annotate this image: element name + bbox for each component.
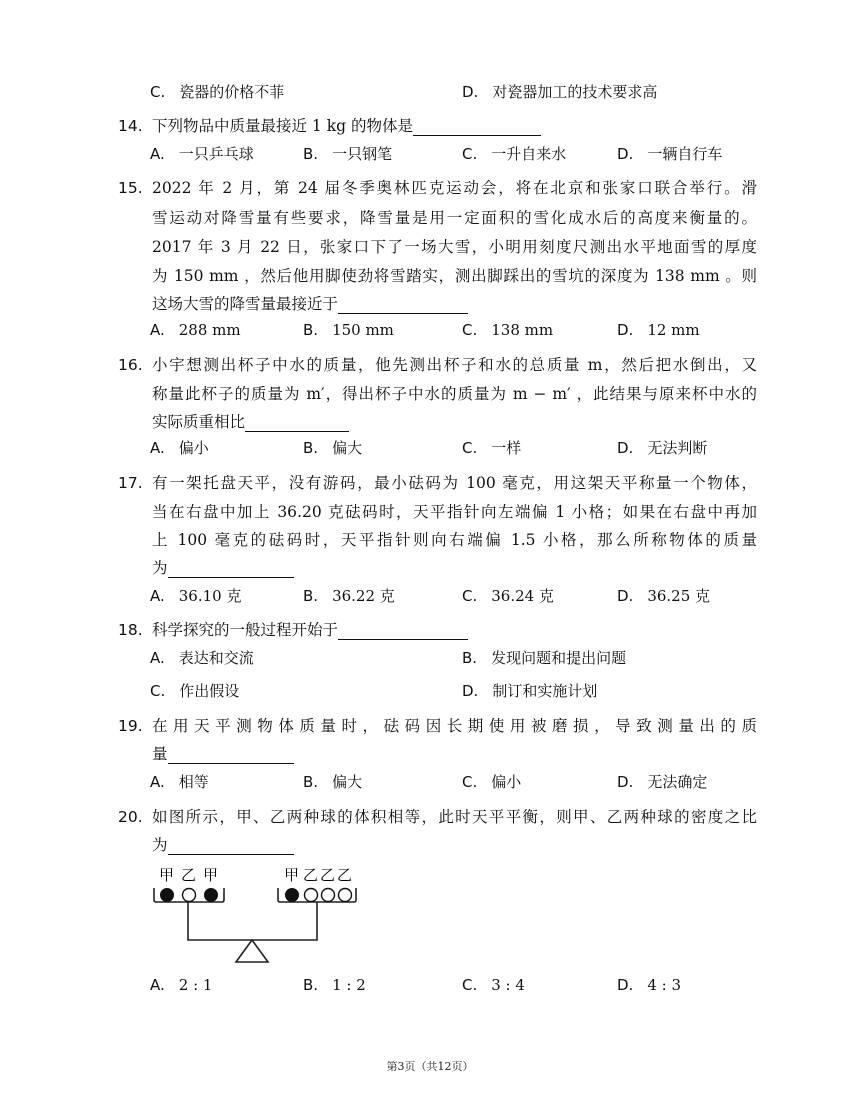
q16-option-b[interactable]: B. 偏大 — [303, 439, 363, 457]
q17-option-b[interactable]: B. 36.22 克 — [303, 587, 395, 605]
q16-answer-blank[interactable] — [245, 415, 349, 432]
balance-diagram — [148, 862, 370, 968]
q18-option-b[interactable]: B. 发现问题和提出问题 — [462, 649, 627, 667]
q17-line-3: 上 100 毫克的砝码时，天平指针则向右端偏 1.5 小格，那么所称物体的质量 — [152, 531, 757, 549]
q14-option-d[interactable]: D. 一辆自行车 — [617, 145, 723, 163]
q15-line-5: 这场大雪的降雪量最接近于 — [152, 294, 468, 314]
q17-option-a[interactable]: A. 36.10 克 — [150, 587, 242, 605]
jia-ball — [205, 889, 218, 902]
q15-line-3: 2017 年 3 月 22 日，张家口下了一场大雪，小明用刻度尺测出水平地面雪的厚度 — [152, 238, 757, 256]
q19-option-a[interactable]: A. 相等 — [150, 773, 209, 791]
q17-line-1: 有一架托盘天平，没有游码，最小砝码为 100 毫克，用这架天平称量一个物体， — [152, 474, 757, 492]
q16-line-2: 称量此杯子的质量为 m′，得出杯子中水的质量为 m − m′ ，此结果与原来杯中水的 — [152, 385, 757, 403]
page-footer: 第3页（共12页） — [386, 1060, 474, 1073]
jia-ball — [286, 889, 299, 902]
q15-option-a[interactable]: A. 288 mm — [150, 321, 241, 339]
q17-option-c[interactable]: C. 36.24 克 — [462, 587, 554, 605]
q14-option-b[interactable]: B. 一只钢笔 — [303, 145, 393, 163]
q17-answer-blank[interactable] — [168, 561, 294, 578]
q16-option-c[interactable]: C. 一样 — [462, 439, 522, 457]
q16-line-1: 小宇想测出杯子中水的质量，他先测出杯子和水的总质量 m，然后把水倒出，又 — [152, 356, 757, 374]
q15-line-2: 雪运动对降雪量有些要求，降雪量是用一定面积的雪化成水后的高度来衡量的。 — [152, 209, 757, 227]
q13-option-c[interactable]: C. 瓷器的价格不菲 — [150, 83, 285, 101]
q16-line-3: 实际质重相比 — [152, 412, 349, 432]
label-left-3: 甲 — [203, 866, 219, 884]
q15-line-4: 为 150 mm ，然后他用脚使劲将雪踏实，测出脚踩出的雪坑的深度为 138 mm 。则 — [152, 267, 757, 285]
q15-option-d[interactable]: D. 12 mm — [617, 321, 700, 339]
q17-option-d[interactable]: D. 36.25 克 — [617, 587, 711, 605]
yi-ball — [183, 889, 196, 902]
q18-option-a[interactable]: A. 表达和交流 — [150, 649, 254, 667]
q17-line-4: 为 — [152, 558, 294, 578]
q18-answer-blank[interactable] — [338, 623, 468, 640]
q19-option-c[interactable]: C. 偏小 — [462, 773, 522, 791]
q15-option-c[interactable]: C. 138 mm — [462, 321, 554, 339]
yi-ball — [339, 889, 352, 902]
q16-number: 16. — [118, 356, 143, 374]
q20-option-c[interactable]: C. 3 : 4 — [462, 976, 525, 994]
label-left-2: 乙 — [181, 866, 197, 884]
q20-line-2: 为 — [152, 835, 294, 855]
label-right-3: 乙 — [320, 866, 336, 884]
yi-ball — [305, 889, 318, 902]
q15-answer-blank[interactable] — [338, 297, 468, 314]
fulcrum-triangle — [236, 940, 268, 962]
q20-line-1: 如图所示，甲、乙两种球的体积相等，此时天平平衡，则甲、乙两种球的密度之比 — [152, 808, 757, 826]
q20-answer-blank[interactable] — [168, 838, 294, 855]
q19-answer-blank[interactable] — [168, 747, 294, 764]
q18-option-d[interactable]: D. 制订和实施计划 — [462, 682, 598, 700]
q20-option-a[interactable]: A. 2 : 1 — [150, 976, 213, 994]
q14-option-a[interactable]: A. 一只乒乓球 — [150, 145, 254, 163]
q18-option-c[interactable]: C. 作出假设 — [150, 682, 240, 700]
jia-ball — [161, 889, 174, 902]
q13-option-d[interactable]: D. 对瓷器加工的技术要求高 — [462, 83, 658, 101]
q15-number: 15. — [118, 179, 143, 197]
q15-option-b[interactable]: B. 150 mm — [303, 321, 394, 339]
label-right-2: 乙 — [303, 866, 319, 884]
q17-line-2: 当在右盘中加上 36.20 克砝码时，天平指针向左端偏 1 小格；如果在右盘中再加 — [152, 503, 757, 521]
q14-option-c[interactable]: C. 一升自来水 — [462, 145, 567, 163]
q19-number: 19. — [118, 717, 143, 735]
label-left-1: 甲 — [159, 866, 175, 884]
label-right-4: 乙 — [337, 866, 353, 884]
q19-option-b[interactable]: B. 偏大 — [303, 773, 363, 791]
q16-option-a[interactable]: A. 偏小 — [150, 439, 209, 457]
q18-number: 18. — [118, 621, 143, 639]
q19-option-d[interactable]: D. 无法确定 — [617, 773, 708, 791]
q14-number: 14. — [118, 117, 143, 135]
q14-stem: 下列物品中质量最接近 1 kg 的物体是 — [152, 116, 541, 136]
balance-frame — [188, 902, 317, 940]
q15-line-1: 2022 年 2 月，第 24 届冬季奥林匹克运动会，将在北京和张家口联合举行。滑 — [152, 179, 757, 197]
label-right-1: 甲 — [284, 866, 300, 884]
q16-option-d[interactable]: D. 无法判断 — [617, 439, 708, 457]
q20-option-b[interactable]: B. 1 : 2 — [303, 976, 366, 994]
q19-line-2: 量 — [152, 744, 294, 764]
q14-answer-blank[interactable] — [413, 119, 541, 136]
q20-number: 20. — [118, 808, 143, 826]
q20-option-d[interactable]: D. 4 : 3 — [617, 976, 682, 994]
q19-line-1: 在用天平测物体质量时，砝码因长期使用被磨损，导致测量出的质 — [152, 717, 757, 735]
q17-number: 17. — [118, 474, 143, 492]
yi-ball — [322, 889, 335, 902]
q18-stem: 科学探究的一般过程开始于 — [152, 620, 468, 640]
